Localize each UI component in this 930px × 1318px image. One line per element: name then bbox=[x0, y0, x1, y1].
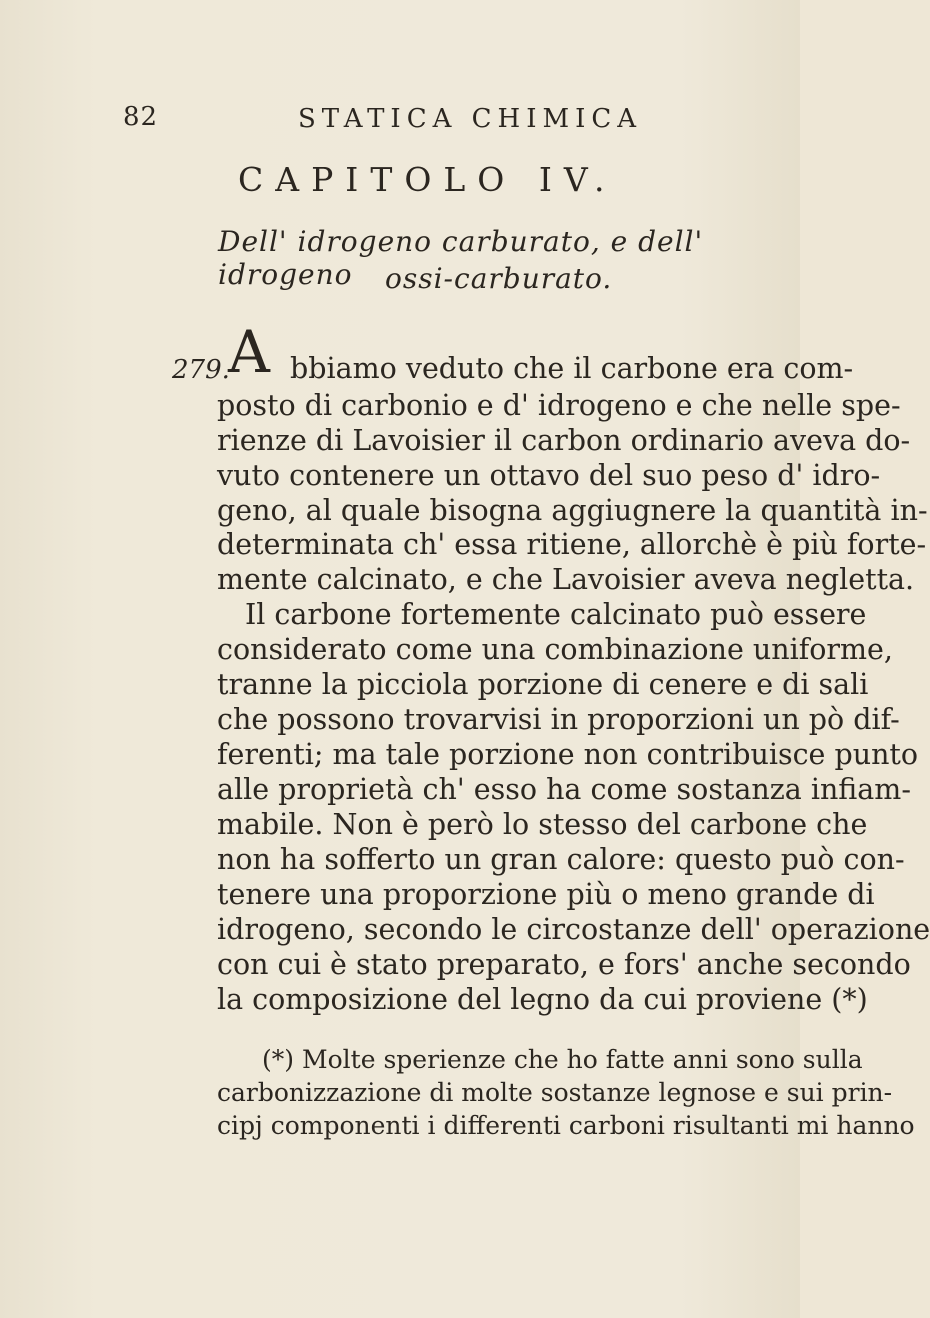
footnote-line: carbonizzazione di molte sostanze legnose e sui prin- bbox=[217, 1078, 893, 1107]
footnote-line bbox=[262, 1045, 863, 1075]
body-line: vuto contenere un ottavo del suo peso d' idro- bbox=[217, 459, 881, 492]
body-line: determinata ch' essa ritiene, allorchè è più forte- bbox=[217, 528, 927, 561]
body-line: rienze di Lavoisier il carbon ordinario aveva do- bbox=[217, 424, 911, 457]
body-line: Il carbone fortemente calcinato può essere bbox=[245, 598, 867, 631]
footnote-mark: (*) bbox=[262, 1045, 295, 1074]
body-line: ferenti; ma tale porzione non contribuisce punto bbox=[217, 738, 919, 771]
body-first-line: bbiamo veduto che il carbone era com- bbox=[290, 352, 854, 385]
footnote-text: Molte sperienze che ho fatte anni sono sulla bbox=[302, 1045, 863, 1074]
paragraph-number: 279. bbox=[172, 355, 230, 385]
body-line: con cui è stato preparato, e fors' anche secondo bbox=[217, 948, 911, 981]
body-line: la composizione del legno da cui proviene (*) bbox=[217, 983, 868, 1016]
chapter-subtitle-line-1: Dell' idrogeno carburato, e dell' idrogeno bbox=[218, 225, 704, 291]
body-line: che possono trovarvisi in proporzioni un pò dif- bbox=[217, 703, 900, 736]
page-header bbox=[0, 102, 800, 142]
page-number: 82 bbox=[123, 102, 159, 132]
body-line: posto di carbonio e d' idrogeno e che nelle spe- bbox=[217, 389, 901, 422]
body-line: mente calcinato, e che Lavoisier aveva negletta. bbox=[217, 563, 915, 596]
body-line: mabile. Non è però lo stesso del carbone che bbox=[217, 808, 868, 841]
body-line: tenere una proporzione più o meno grande di bbox=[217, 878, 875, 911]
drop-cap: A bbox=[228, 318, 270, 386]
footnote-line: cipj componenti i differenti carboni risultanti mi hanno bbox=[217, 1111, 915, 1140]
running-head: STATICA CHIMICA bbox=[298, 104, 643, 134]
chapter-title: CAPITOLO IV. bbox=[238, 160, 617, 199]
body-line: idrogeno, secondo le circostanze dell' operazione bbox=[217, 913, 930, 946]
body-line: alle proprietà ch' esso ha come sostanza infiam- bbox=[217, 773, 911, 806]
body-line: considerato come una combinazione uniforme, bbox=[217, 633, 893, 666]
body-line: non ha sofferto un gran calore: questo può con- bbox=[217, 843, 905, 876]
body-line: tranne la picciola porzione di cenere e di sali bbox=[217, 668, 869, 701]
chapter-subtitle-line-2: ossi-carburato. bbox=[385, 262, 613, 295]
body-line: geno, al quale bisogna aggiugnere la quantità in- bbox=[217, 494, 928, 527]
